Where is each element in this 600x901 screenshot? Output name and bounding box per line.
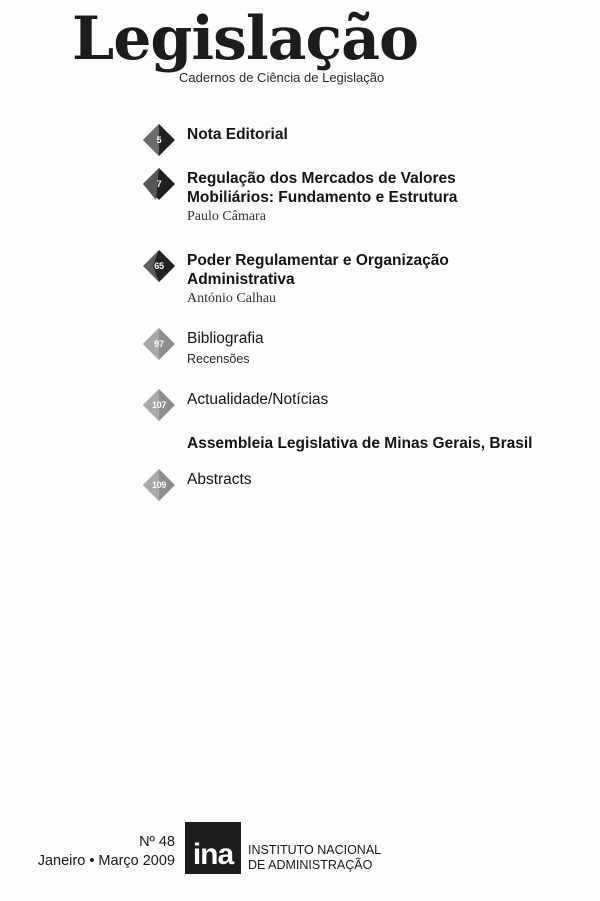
page-number: 109 (151, 480, 167, 490)
entry-title-line-2: Mobiliários: Fundamento e Estrutura (187, 189, 458, 206)
journal-subtitle: Cadernos de Ciência de Legislação (179, 70, 385, 85)
institute-name (248, 843, 381, 873)
page-badge-icon (143, 389, 175, 421)
entry-title-line-1: Regulação dos Mercados de Valores (187, 170, 456, 187)
institute-name-line-2: DE ADMINISTRAÇÃO (248, 858, 373, 872)
institute-name-line-1: INSTITUTO NACIONAL (248, 843, 382, 857)
entry-title-line-1: Poder Regulamentar e Organização (187, 252, 449, 269)
journal-title: Legislação (72, 4, 418, 74)
entry-title: Assembleia Legislativa de Minas Gerais, Brasil (187, 435, 533, 452)
entry-subtitle: Recensões (187, 352, 250, 366)
ina-logo: ina (185, 822, 241, 874)
page-badge-icon (143, 469, 175, 501)
entry-title: Nota Editorial (187, 126, 288, 143)
page-badge-icon (143, 168, 175, 200)
entry-title: Bibliografia (187, 330, 264, 347)
page-number: 5 (156, 135, 162, 145)
issue-number: Nº 48 (139, 834, 175, 850)
issue-info (38, 833, 175, 871)
page-number: 65 (154, 261, 164, 271)
entry-title: Actualidade/Notícias (187, 391, 329, 408)
page-badge-icon (143, 328, 175, 360)
entry-author: Paulo Câmara (187, 209, 266, 224)
page-number: 7 (156, 179, 162, 189)
page-number: 97 (154, 339, 164, 349)
page-number: 107 (151, 400, 167, 410)
page-badge-icon (143, 124, 175, 156)
issue-period: Janeiro • Março 2009 (37, 853, 175, 869)
entry-title: Abstracts (187, 471, 252, 488)
page-badge-icon (143, 250, 175, 282)
entry-author: António Calhau (187, 291, 277, 306)
entry-title-line-2: Administrativa (187, 271, 295, 288)
